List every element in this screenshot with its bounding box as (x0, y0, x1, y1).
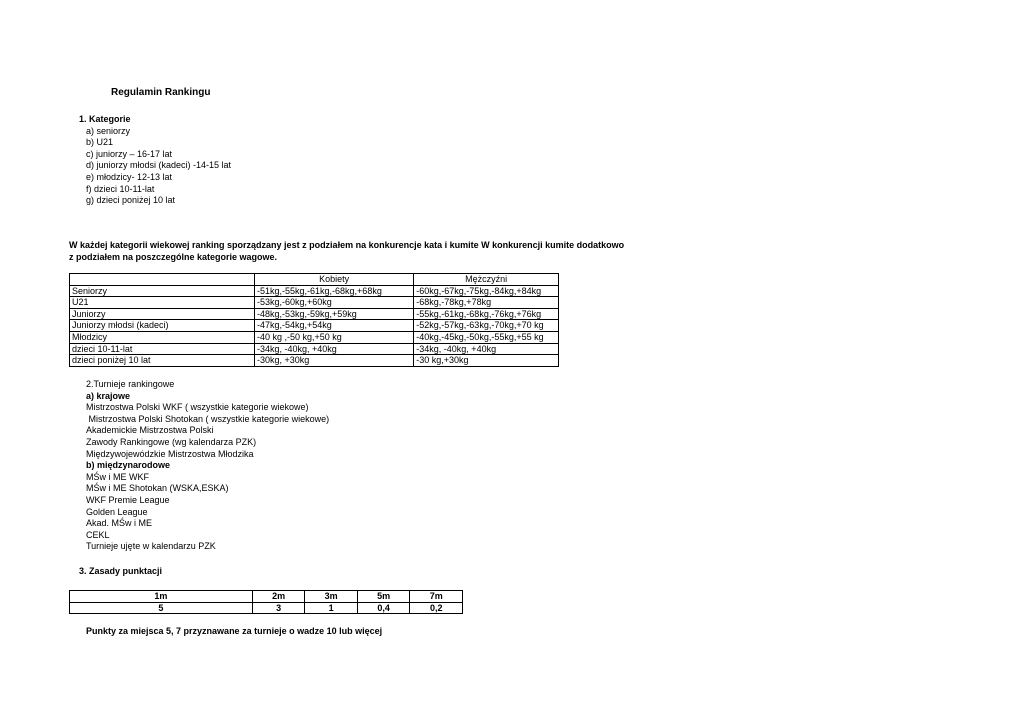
points-cell: 1 (305, 602, 358, 614)
national-tournament: Akademickie Mistrzostwa Polski (86, 425, 214, 436)
table-row (70, 297, 559, 309)
category-item: e) młodzicy- 12-13 lat (86, 171, 173, 182)
page-title: Regulamin Rankingu (111, 87, 211, 98)
age-category-cell: dzieci 10-11-lat (70, 343, 255, 355)
men-weights-cell: -34kg, -40kg, +40kg (414, 343, 559, 355)
table-row (70, 320, 559, 332)
table-row (70, 343, 559, 355)
age-category-cell: Seniorzy (70, 285, 255, 297)
age-category-cell: Juniorzy (70, 308, 255, 320)
age-category-cell: Młodzicy (70, 331, 255, 343)
international-heading: b) międzynarodowe (86, 460, 171, 471)
men-weights-cell: -55kg,-61kg,-68kg,-76kg,+76kg (414, 308, 559, 320)
international-tournament: WKF Premie League (86, 494, 170, 505)
international-tournament: MŚw i ME Shotokan (WSKA,ESKA) (86, 483, 229, 494)
table-row (70, 308, 559, 320)
men-weights-cell: -30 kg,+30kg (414, 355, 559, 367)
category-item: c) juniorzy – 16-17 lat (86, 148, 173, 159)
header-cell-men: Mężczyźni (414, 274, 559, 286)
international-tournament: MŚw i ME WKF (86, 471, 149, 482)
scoring-note: Punkty za miejsca 5, 7 przyznawane za turnieje o wadze 10 lub więcej (86, 626, 383, 636)
category-item: b) U21 (86, 137, 114, 148)
categories-heading: 1. Kategorie (79, 114, 131, 124)
place-cell: 7m (410, 591, 463, 603)
international-tournament: Golden League (86, 506, 148, 517)
national-tournament: Międzywojewódzkie Mistrzostwa Młodzika (86, 448, 254, 459)
places-row (70, 591, 463, 603)
weight-categories-table (69, 273, 559, 367)
category-item: a) seniorzy (86, 125, 131, 136)
international-tournament: Turnieje ujęte w kalendarzu PZK (86, 541, 216, 552)
points-cell: 0,2 (410, 602, 463, 614)
international-tournament: CEKL (86, 529, 110, 540)
men-weights-cell: -68kg,-78kg,+78kg (414, 297, 559, 309)
points-cell: 3 (252, 602, 305, 614)
tournaments-section (86, 379, 329, 553)
place-cell: 3m (305, 591, 358, 603)
table-header-row (70, 274, 559, 286)
women-weights-cell: -53kg,-60kg,+60kg (255, 297, 414, 309)
categories-list (86, 126, 231, 207)
women-weights-cell: -51kg,-55kg,-61kg,-68kg,+68kg (255, 285, 414, 297)
header-cell (70, 274, 255, 286)
table-row (70, 331, 559, 343)
national-tournament: Zawody Rankingowe (wg kalendarza PZK) (86, 436, 257, 447)
age-category-cell: dzieci poniżej 10 lat (70, 355, 255, 367)
national-tournament: Mistrzostwa Polski Shotokan ( wszystkie kategorie wiekowe) (86, 413, 330, 424)
women-weights-cell: -48kg,-53kg,-59kg,+59kg (255, 308, 414, 320)
women-weights-cell: -47kg,-54kg,+54kg (255, 320, 414, 332)
intro-line-1: W każdej kategorii wiekowej ranking sporządzany jest z podziałem na konkurencje kata i kumite W konkurencji kumite dodatkowo (69, 240, 625, 250)
age-category-cell: Juniorzy młodsi (kadeci) (70, 320, 255, 332)
men-weights-cell: -60kg,-67kg,-75kg,-84kg,+84kg (414, 285, 559, 297)
age-category-cell: U21 (70, 297, 255, 309)
men-weights-cell: -52kg,-57kg,-63kg,-70kg,+70 kg (414, 320, 559, 332)
category-item: d) juniorzy młodsi (kadeci) -14-15 lat (86, 160, 232, 171)
intro-line-2: z podziałem na poszczególne kategorie wagowe. (69, 252, 278, 262)
women-weights-cell: -40 kg ,-50 kg,+50 kg (255, 331, 414, 343)
points-row (70, 602, 463, 614)
scoring-heading: 3. Zasady punktacji (79, 566, 163, 576)
men-weights-cell: -40kg,-45kg,-50kg,-55kg,+55 kg (414, 331, 559, 343)
place-cell: 1m (70, 591, 253, 603)
scoring-table (69, 590, 463, 614)
place-cell: 2m (252, 591, 305, 603)
header-cell-women: Kobiety (255, 274, 414, 286)
national-tournament: Mistrzostwa Polski WKF ( wszystkie kategorie wiekowe) (86, 402, 309, 413)
points-cell: 0,4 (357, 602, 410, 614)
women-weights-cell: -30kg, +30kg (255, 355, 414, 367)
international-tournament: Akad. MŚw i ME (86, 518, 153, 529)
points-cell: 5 (70, 602, 253, 614)
tournaments-heading: 2.Turnieje rankingowe (86, 379, 175, 389)
women-weights-cell: -34kg, -40kg, +40kg (255, 343, 414, 355)
place-cell: 5m (357, 591, 410, 603)
table-row (70, 285, 559, 297)
category-item: f) dzieci 10-11-lat (86, 183, 155, 194)
category-item: g) dzieci poniżej 10 lat (86, 195, 176, 206)
table-row (70, 355, 559, 367)
national-heading: a) krajowe (86, 390, 131, 401)
